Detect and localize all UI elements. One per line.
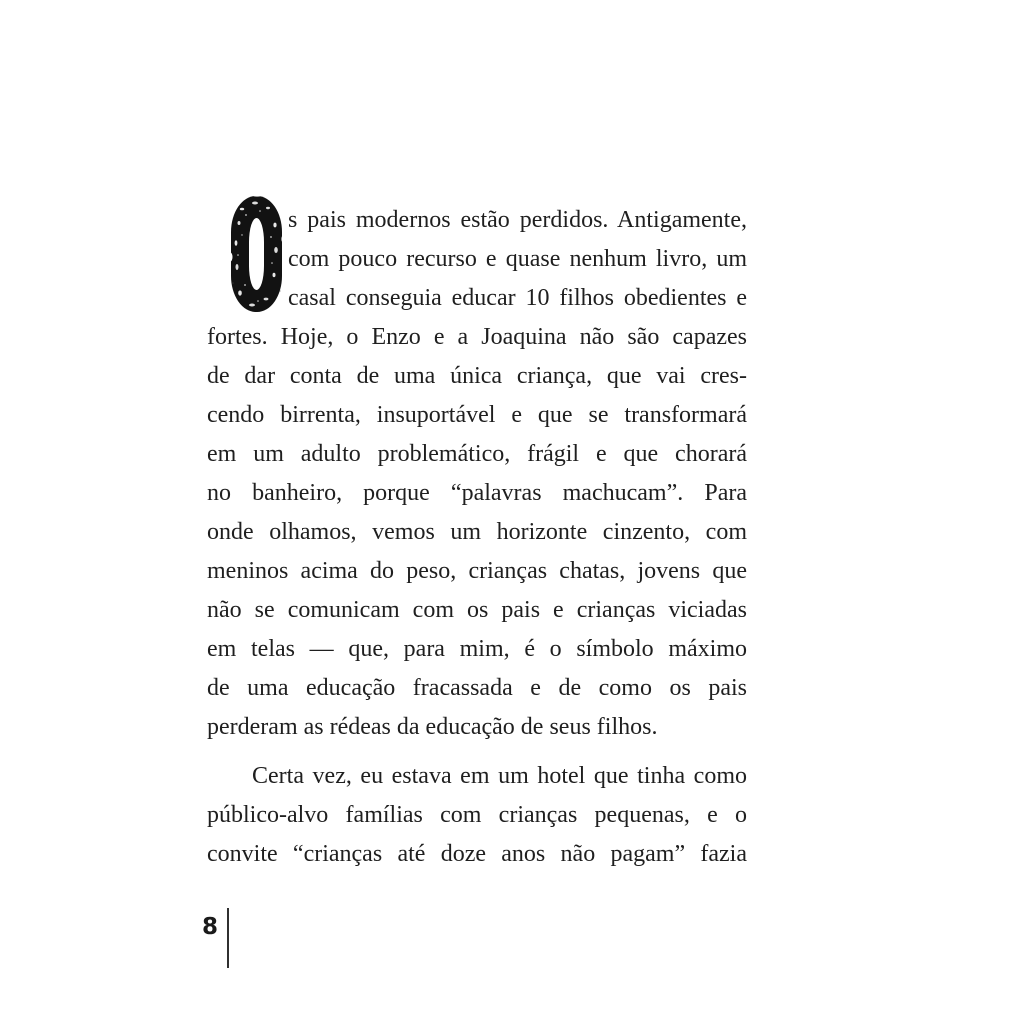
text-line: onde olhamos, vemos um horizonte cinzento, com — [207, 519, 747, 545]
drop-cap-letter-o — [230, 195, 283, 313]
text-line: s pais modernos estão perdidos. Antigamente, — [288, 207, 747, 233]
text-line: Certa vez, eu estava em um hotel que tinha como — [252, 763, 747, 789]
page-text-block — [207, 201, 747, 874]
text-line: com pouco recurso e quase nenhum livro, um — [288, 246, 747, 272]
text-line: meninos acima do peso, crianças chatas, jovens que — [207, 558, 747, 584]
text-line: cendo birrenta, insuportável e que se transformará — [207, 402, 747, 428]
text-line: de uma educação fracassada e de como os pais — [207, 675, 747, 701]
text-line: público-alvo famílias com crianças pequenas, e o — [207, 802, 747, 828]
paragraph-2 — [207, 757, 747, 874]
paragraph-1 — [207, 201, 747, 747]
text-line: casal conseguia educar 10 filhos obedientes e — [288, 285, 747, 311]
footer-rule — [227, 908, 229, 968]
page-number: 8 — [202, 914, 219, 940]
drop-cap-glyph-art — [230, 195, 283, 313]
text-line: de dar conta de uma única criança, que vai cres- — [207, 363, 747, 389]
text-line: em telas — que, para mim, é o símbolo máximo — [207, 636, 747, 662]
text-line: não se comunicam com os pais e crianças viciadas — [207, 597, 747, 623]
text-line: em um adulto problemático, frágil e que chorará — [207, 441, 747, 467]
text-line: fortes. Hoje, o Enzo e a Joaquina não são capazes — [207, 324, 747, 350]
text-line: no banheiro, porque “palavras machucam”. Para — [207, 480, 747, 506]
text-line: convite “crianças até doze anos não pagam” fazia — [207, 841, 747, 867]
text-line: perderam as rédeas da educação de seus filhos. — [207, 714, 658, 740]
